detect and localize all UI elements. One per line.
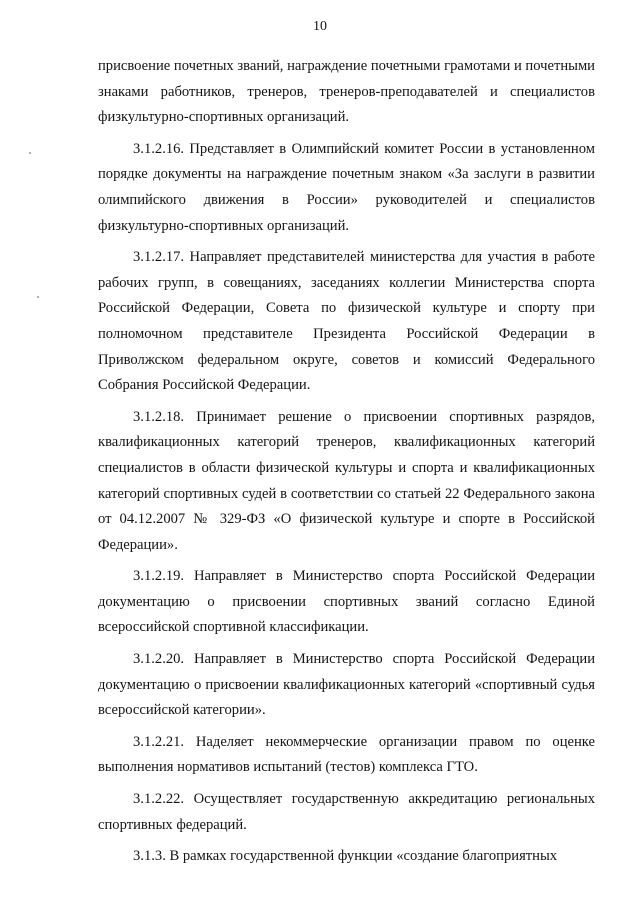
page-number: 10 xyxy=(313,19,327,34)
paragraph-3-1-3: 3.1.3. В рамках государственной функции «создание благоприятных xyxy=(133,848,558,865)
paragraph-3-1-2-19: 3.1.2.19. Направляет в Министерство спорта Российской Федерации документацию о присвоении спортивных званий согласно Единой всероссийской спортивной классификации. xyxy=(98,568,595,636)
paragraph-3-1-2-18: 3.1.2.18. Принимает решение о присвоении спортивных разрядов, квалификационных категорий тренеров, квалификационных категорий специалистов в области физической культуры и спорта и квалификационных категорий спортивных судей в соответствии со статьей 22 Федерального закона от 04.12.2007 № 329-ФЗ «О физической культуре и спорте в Российской Федерации». xyxy=(98,408,595,553)
paragraph-continuation: присвоение почетных званий, награждение почетными грамотами и почетными знаками работников, тренеров, тренеров-преподавателей и специалистов физкультурно-спортивных организаций. xyxy=(98,58,595,126)
paragraph-3-1-2-17: 3.1.2.17. Направляет представителей министерства для участия в работе рабочих групп, в совещаниях, заседаниях коллегии Министерства спорта Российской Федерации, Совета по физической культуре и спорту при полномочном представителе Президента Российской Федерации в Приволжском федеральном округе, советов и комиссий Федерального Собрания Российской Федерации. xyxy=(98,249,595,394)
scan-speck xyxy=(37,296,39,298)
document-body xyxy=(98,54,595,876)
paragraph-3-1-2-22: 3.1.2.22. Осуществляет государственную аккредитацию региональных спортивных федераций. xyxy=(98,791,595,833)
scan-speck xyxy=(29,152,31,154)
paragraph-3-1-2-20: 3.1.2.20. Направляет в Министерство спорта Российской Федерации документацию о присвоении квалификационных категорий «спортивный судья всероссийской категории». xyxy=(98,651,595,719)
paragraph-3-1-2-21: 3.1.2.21. Наделяет некоммерческие организации правом по оценке выполнения нормативов испытаний (тестов) комплекса ГТО. xyxy=(98,733,595,776)
paragraph-3-1-2-16: 3.1.2.16. Представляет в Олимпийский комитет России в установленном порядке документы на награждение почетным знаком «За заслуги в развитии олимпийского движения в России» руководителей и специалистов физкультурно-спортивных организаций. xyxy=(98,140,595,234)
